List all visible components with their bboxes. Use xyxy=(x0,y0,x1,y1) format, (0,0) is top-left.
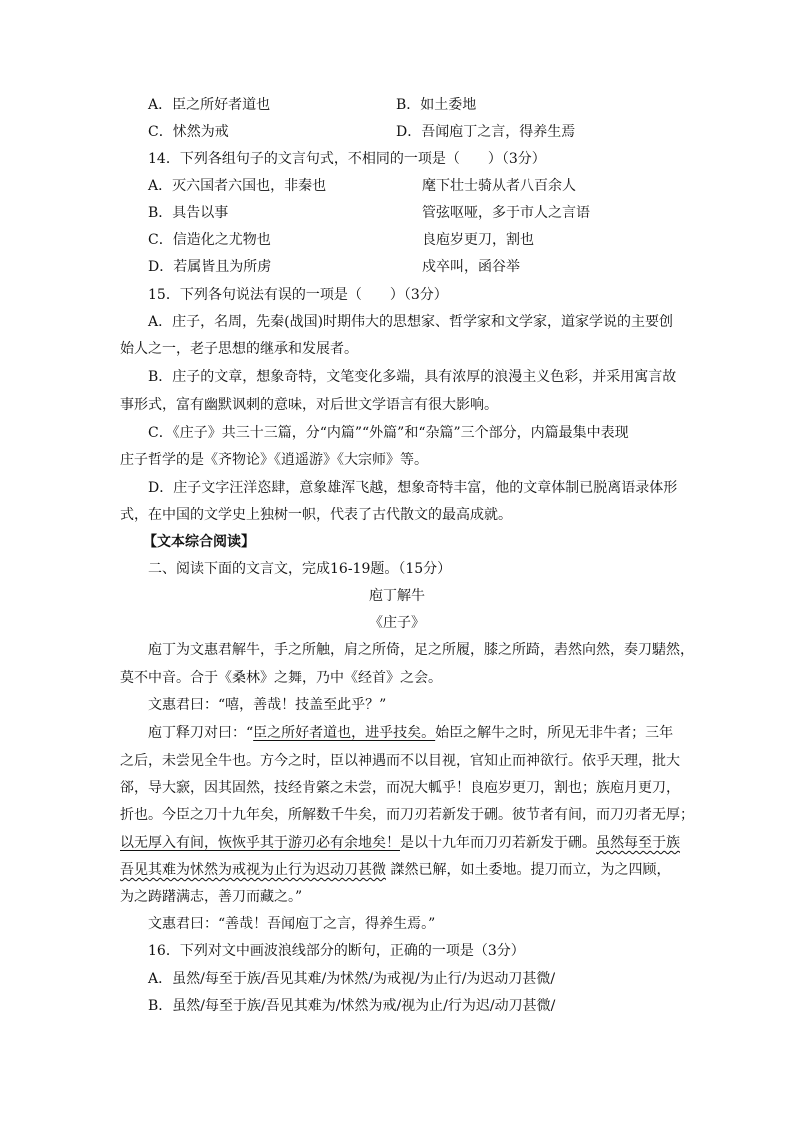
q16-option-b: B．虽然/每至于族/吾见其难为/怵然为戒/视为止/行为迟/动刀甚微/ xyxy=(148,998,556,1014)
q15-stem: 15．下列各句说法有误的一项是（ ）（3分） xyxy=(148,287,448,303)
passage-text: 謋然已解，如土委地。提刀而立，为之四顾， xyxy=(386,862,671,878)
section-intro: 二、阅读下面的文言文，完成16-19题。（15分） xyxy=(148,561,452,577)
passage-p3-line2: 之后，未尝见全牛也。方今之时，臣以神遇而不以目视，官知止而神欲行。依乎天理，批大 xyxy=(120,753,680,769)
q13-option-d: D．吾闻庖丁之言，得养生焉 xyxy=(396,124,576,140)
underlined-sentence: 以无厚入有间，恢恢乎其于游刃必有余地矣！ xyxy=(120,835,400,851)
wavy-underlined-text: 吾见其难为怵然为戒视为止行为迟动刀甚微 xyxy=(120,862,386,878)
passage-p3-line7: 为之踌躇满志，善刀而藏之。” xyxy=(120,889,303,905)
q13-option-a: A．臣之所好者道也 xyxy=(148,97,271,113)
underlined-sentence: 臣之所好者道也，进乎技矣。 xyxy=(253,725,436,741)
q14-option-a-left: A．灭六国者六国也，非秦也 xyxy=(148,178,327,194)
q14-option-c-right: 良庖岁更刀，割也 xyxy=(422,232,534,248)
passage-title: 庖丁解牛 xyxy=(369,588,425,604)
q15-option-d-line2: 式，在中国的文学史上独树一帜，代表了古代散文的最高成就。 xyxy=(120,507,512,523)
q14-stem: 14．下列各组句子的文言句式，不相同的一项是（ ）（3分） xyxy=(148,151,546,167)
q15-option-b-line1: B．庄子的文章，想象奇特，文笔变化多端，具有浓厚的浪漫主义色彩，并采用寓言故 xyxy=(148,369,677,385)
passage-p2: 文惠君曰：“嘻，善哉！技盖至此乎？” xyxy=(148,697,387,713)
q15-option-c-line2: 庄子哲学的是《齐物论》《逍遥游》《大宗师》等。 xyxy=(120,452,428,468)
q14-option-d-right: 戍卒叫，函谷举 xyxy=(422,259,520,275)
q14-option-c-left: C．信造化之尤物也 xyxy=(148,232,271,248)
wavy-underlined-text: 虽然每至于族 xyxy=(596,835,680,851)
q15-option-a-line1: A．庄子，名周，先秦(战国)时期伟大的思想家、哲学家和文学家，道家学说的主要创 xyxy=(148,314,674,330)
q14-option-b-left: B．具告以事 xyxy=(148,205,229,221)
q13-option-c: C．怵然为戒 xyxy=(148,124,229,140)
q15-option-a-line2: 始人之一，老子思想的继承和发展者。 xyxy=(120,341,358,357)
passage-p3-line1 xyxy=(148,724,673,742)
q15-option-d-line1: D．庄子文字汪洋恣肆，意象雄浑飞越，想象奇特丰富，他的文章体制已脱离语录体形 xyxy=(148,480,678,496)
passage-text: 庖丁释刀对曰：“ xyxy=(148,725,254,741)
q14-option-b-right: 管弦呕哑，多于市人之言语 xyxy=(422,205,590,221)
passage-text: 是以十九年而刀刃若新发于硎。 xyxy=(400,835,596,851)
passage-p4: 文惠君曰：“善哉！吾闻庖丁之言，得养生焉。” xyxy=(148,916,436,932)
passage-text: 始臣之解牛之时，所见无非牛者；三年 xyxy=(435,725,674,741)
q16-option-a: A．虽然/每至于族/吾见其难/为怵然/为戒视/为止行/为迟动刀甚微/ xyxy=(148,971,556,987)
passage-p3-line5 xyxy=(120,834,680,852)
q14-option-d-left: D．若属皆且为所虏 xyxy=(148,259,272,275)
q13-option-b: B．如土委地 xyxy=(396,97,477,113)
q15-option-c-line1: C．《庄子》共三十三篇，分“内篇”“外篇”和“杂篇”三个部分，内篇最集中表现 xyxy=(148,425,629,441)
passage-p3-line4: 折也。今臣之刀十九年矣，所解数千牛矣，而刀刃若新发于硎。彼节者有间，而刀刃者无厚； xyxy=(120,807,694,823)
passage-p1-line2: 莫不中音。合于《桑林》之舞，乃中《经首》之会。 xyxy=(120,670,442,686)
q16-stem: 16．下列对文中画波浪线部分的断句，正确的一项是（3分） xyxy=(148,943,525,959)
passage-p3-line3: 郤，导大窾，因其固然，技经肯綮之未尝，而况大軱乎！良庖岁更刀，割也；族庖月更刀， xyxy=(120,780,680,796)
q15-option-b-line2: 事形式，富有幽默讽刺的意味，对后世文学语言有很大影响。 xyxy=(120,397,498,413)
passage-source: 《庄子》 xyxy=(369,615,425,631)
section-heading: 【文本综合阅读】 xyxy=(143,534,255,550)
passage-p1-line1: 庖丁为文惠君解牛，手之所触，肩之所倚，足之所履，膝之所踦，砉然向然，奏刀騞然， xyxy=(148,642,694,658)
q14-option-a-right: 麾下壮士骑从者八百余人 xyxy=(422,178,576,194)
passage-p3-line6 xyxy=(120,861,670,879)
